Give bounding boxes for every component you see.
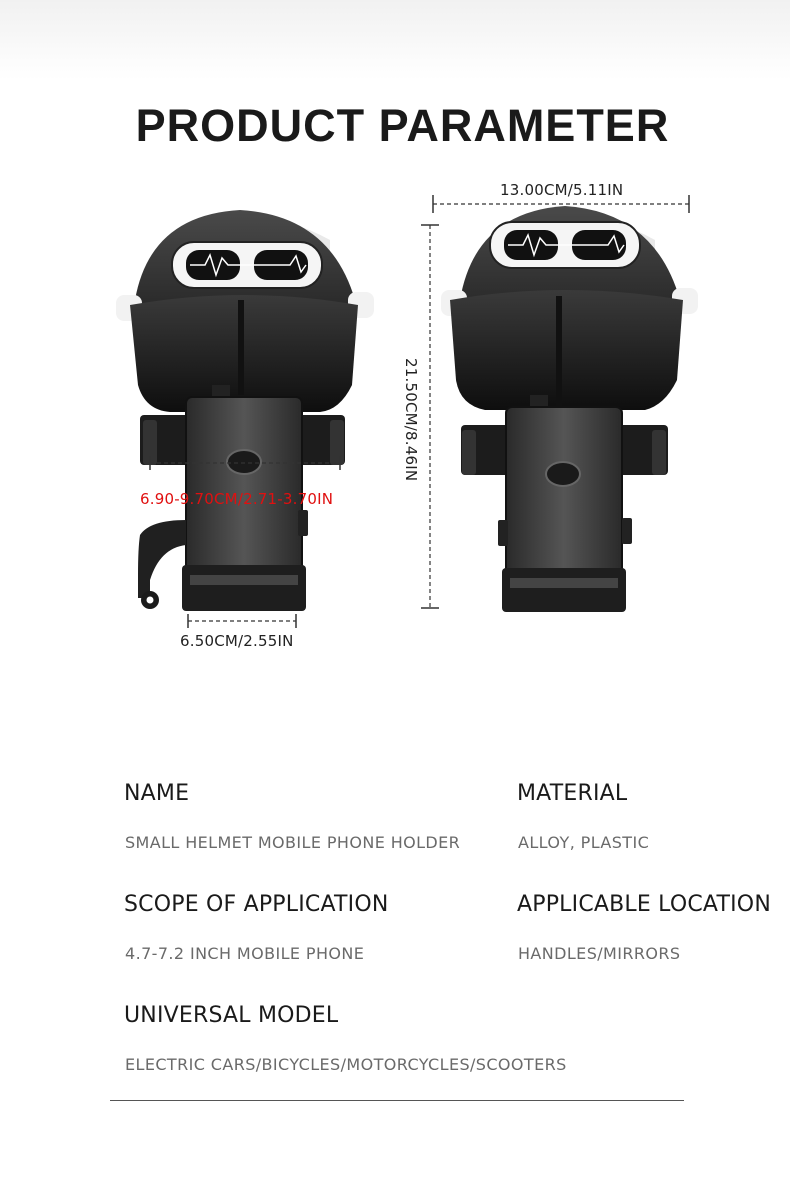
name-label: NAME (124, 781, 190, 806)
location-label: APPLICABLE LOCATION (517, 892, 771, 917)
goggles-icon (490, 222, 640, 268)
dimension-width-label: 13.00CM/5.11IN (500, 181, 624, 199)
goggles-icon (172, 242, 322, 288)
scope-label: SCOPE OF APPLICATION (124, 892, 389, 917)
dimension-base-width-label: 6.50CM/2.55IN (180, 632, 294, 650)
model-label: UNIVERSAL MODEL (124, 1003, 339, 1028)
scope-value: 4.7-7.2 INCH MOBILE PHONE (125, 944, 365, 963)
dimension-height-label: 21.50CM/8.46IN (402, 358, 420, 482)
holder-front-view (116, 210, 374, 628)
model-value: ELECTRIC CARS/BICYCLES/MOTORCYCLES/SCOOTERS (125, 1055, 567, 1074)
location-value: HANDLES/MIRRORS (518, 944, 681, 963)
material-label: MATERIAL (517, 781, 628, 806)
material-value: ALLOY, PLASTIC (518, 833, 650, 852)
bottom-divider (110, 1100, 684, 1101)
dimension-clamp-range-label: 6.90-9.70CM/2.71-3.70IN (140, 490, 334, 508)
page-title: PRODUCT PARAMETER (135, 100, 670, 151)
holder-side-view (421, 195, 698, 612)
name-value: SMALL HELMET MOBILE PHONE HOLDER (125, 833, 461, 852)
